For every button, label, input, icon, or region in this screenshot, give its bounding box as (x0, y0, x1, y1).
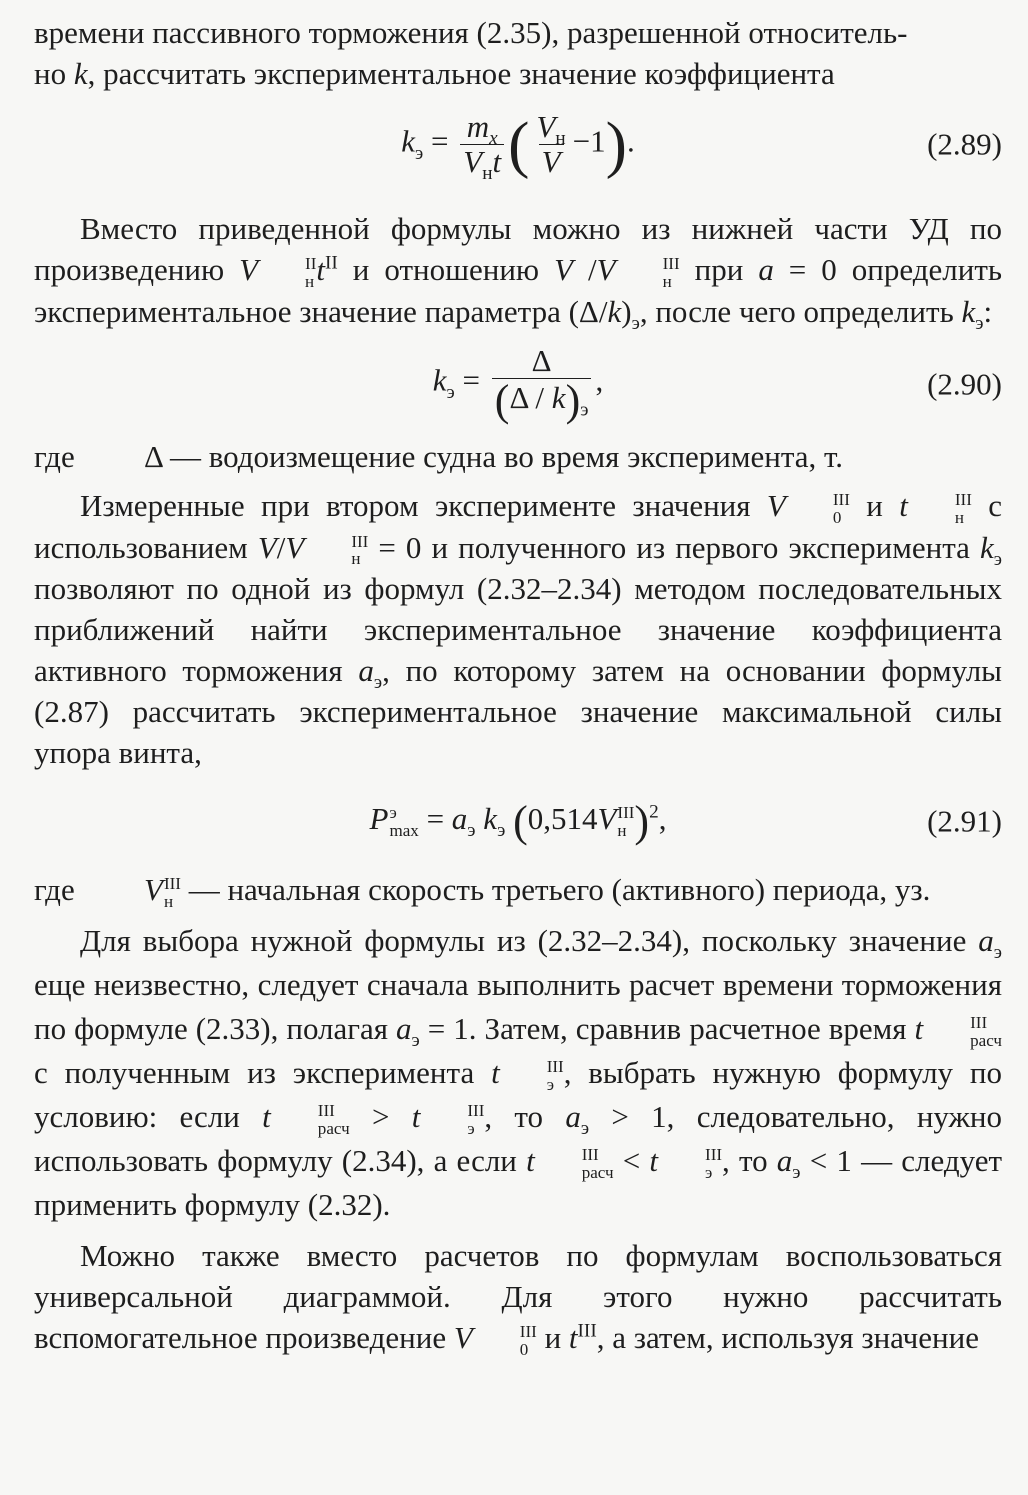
fraction: $\frac{\Delta}{(\Delta / k)_э}$ (492, 344, 592, 423)
text-line: но k, рассчитать экспериментальное значение коэффициента (34, 56, 835, 91)
paragraph-intro (34, 12, 1002, 94)
equation-number: (2.90) (927, 366, 1002, 402)
equation-body: $k_э$ = $\frac{m_x}{V_нt}$ ( $\frac{V_н}{V}$ −1). (401, 108, 635, 184)
equation-body: $k_э$ = $\frac{\Delta}{(\Delta / k)_э}$ , (432, 343, 604, 426)
paragraph-diagram: Можно также вместо расчетов по формулам воспользоваться универсальной диаграммой. Для этого нужно рассчитать вспомогательное произведение V III 0 и $t^{III}$, а затем, используя значение (34, 1238, 1002, 1360)
equation-number: (2.91) (927, 803, 1002, 839)
where-clause: где V III н — начальная скорость третьего (активного) периода, уз. (34, 872, 931, 912)
paragraph-second-experiment: Измеренные при втором эксперименте значения V III 0 и t III н с использованием V/V III н = 0 и полученного из первого эксперимента $k_э$ позволяют по одной из формул (2.32–2.34) методом последовательных приближений найти экспериментальное значение коэффициента активного торможения $a_э$, по которому затем на основании формулы (2.87) рассчитать экспериментальное значение максимальной силы упора винта, (34, 487, 1003, 771)
fraction: $\frac{m_x}{V_нt}$ (460, 110, 504, 179)
where-clause: где Δ — водоизмещение судна во время эксперимента, т. (34, 438, 843, 474)
equation-number: (2.89) (927, 126, 1002, 162)
equation-body: P э max = $a_э$ $k_э$ (0,514V III н )$^2$, (369, 797, 667, 847)
paragraph-ud: Вместо приведенной формулы можно из нижней части УД по произведению V II н $t^{II}$ и отношению V /V III н при a = 0 определить экспериментальное значение параметра $(\Delta/k)_э$, после чего определить $k_э$: (34, 211, 1003, 334)
fraction: $\frac{V_н}{V}$ (536, 108, 566, 179)
equation-2-89 (34, 94, 1002, 194)
equation-2-90 (34, 332, 1002, 436)
text-line: времени пассивного торможения (2.35), разрешенной относитель- (34, 15, 908, 50)
equation-2-91 (34, 773, 1002, 869)
paragraph-formula-choice: Для выбора нужной формулы из (2.32–2.34), поскольку значение $a_э$ еще неизвестно, следует сначала выполнить расчет времени торможения по формуле (2.33), полагая $a_э = 1$. Затем, сравнив расчетное время t III расч с полученным из эксперимента t III э , выбрать нужную формулу по условию: если t III расч > t III э , то $a_э > 1$, следовательно, нужно использовать формулу (2.34), а если t III расч < t III э , то $a_э < 1$ — следует применить формулу (2.32). (34, 923, 1003, 1223)
